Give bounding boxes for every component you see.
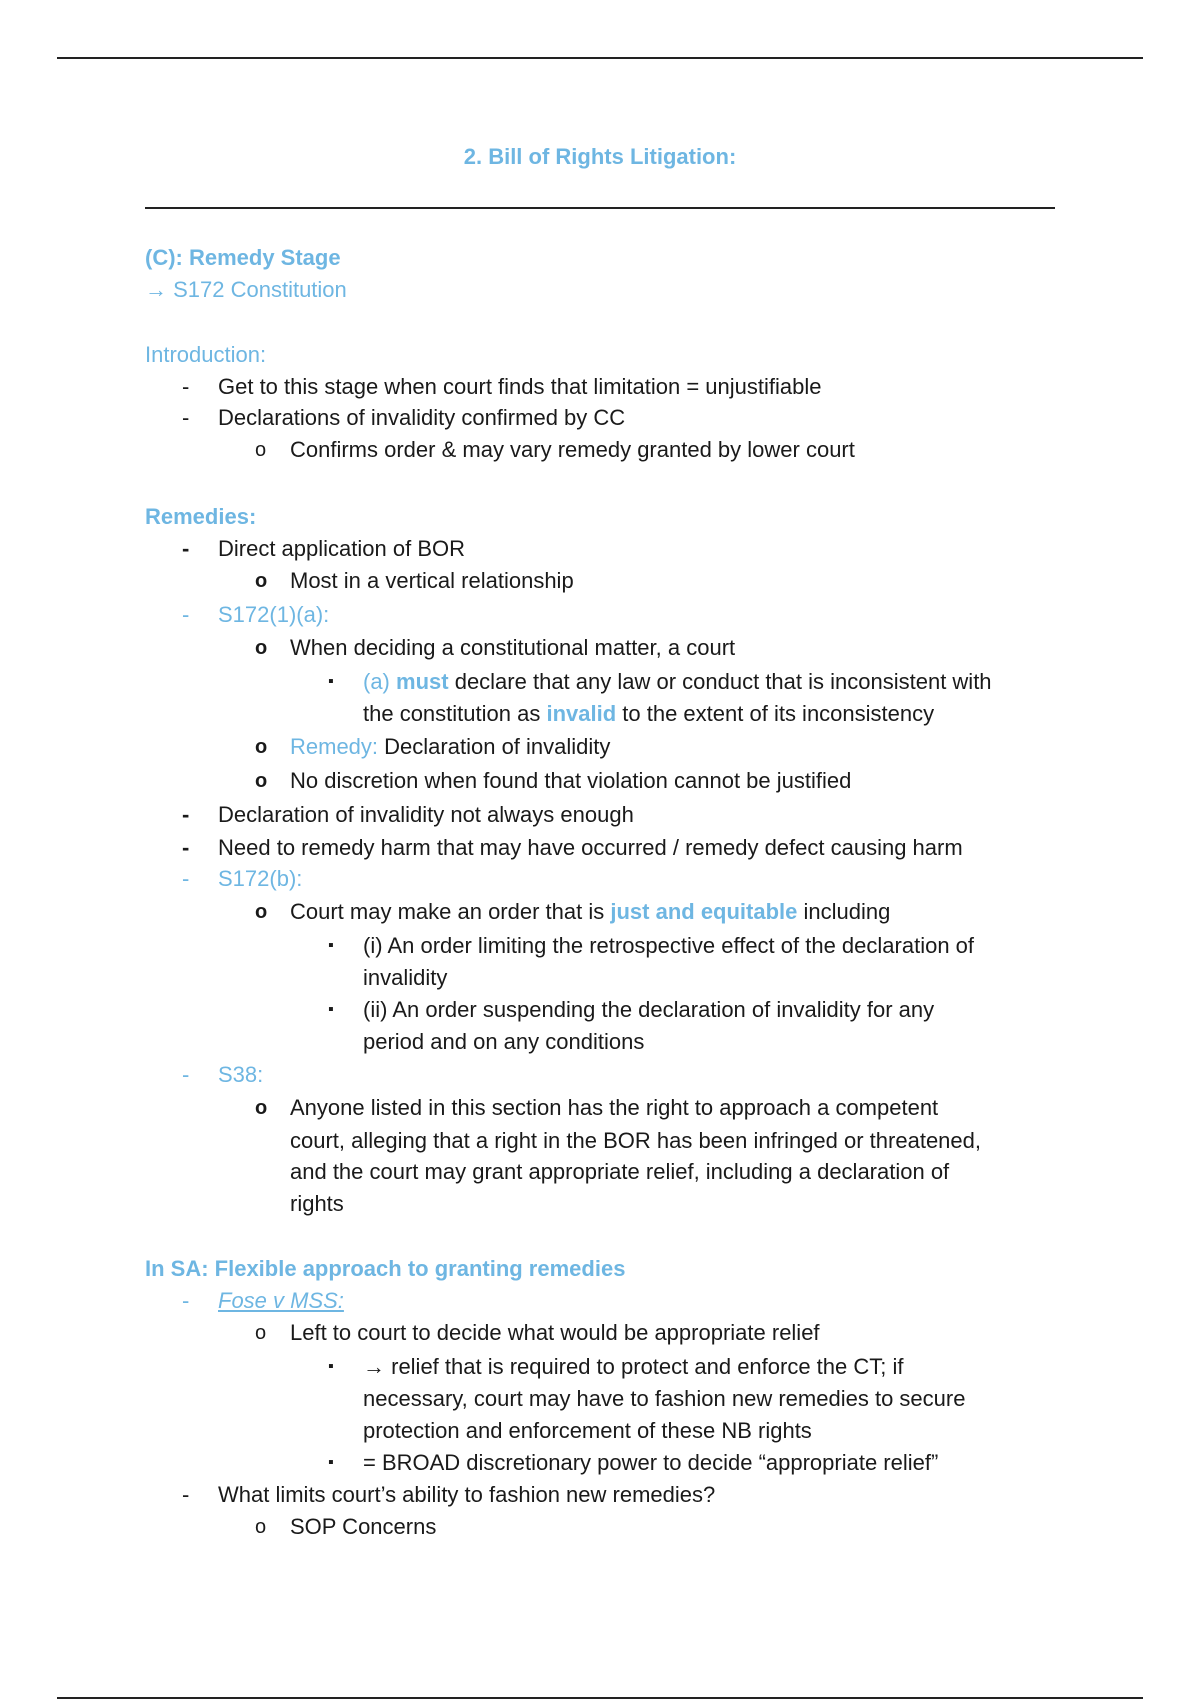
bullet-circle: o bbox=[255, 570, 268, 592]
page-title: 2. Bill of Rights Litigation: bbox=[463, 144, 737, 169]
list-item-continuation: protection and enforcement of these NB rights bbox=[363, 1418, 812, 1443]
bullet-dash: - bbox=[182, 536, 190, 561]
list-item: Confirms order & may vary remedy granted by lower court bbox=[290, 437, 855, 462]
emphasis-text: just and equitable bbox=[610, 899, 798, 924]
section-heading: (C): Remedy Stage bbox=[145, 245, 341, 270]
section-label: S172(b): bbox=[218, 866, 303, 891]
bullet-square: ▪ bbox=[328, 1358, 334, 1375]
bullet-circle: o bbox=[255, 736, 268, 758]
case-name: Fose v MSS: bbox=[218, 1288, 344, 1313]
bullet-dash: - bbox=[182, 405, 190, 430]
list-item: (i) An order limiting the retrospective effect of the declaration of bbox=[363, 933, 975, 958]
section-label: S38: bbox=[218, 1062, 264, 1087]
bullet-dash: - bbox=[182, 1288, 190, 1313]
page-top-rule bbox=[57, 57, 1143, 59]
list-item-continuation: necessary, court may have to fashion new remedies to secure bbox=[363, 1386, 966, 1411]
section-reference: → S172 Constitution bbox=[145, 277, 347, 302]
list-item-continuation bbox=[363, 700, 934, 728]
list-item: → relief that is required to protect and enforce the CT; if bbox=[363, 1354, 904, 1379]
bullet-dash: - bbox=[182, 602, 190, 627]
bullet-circle: o bbox=[255, 1322, 267, 1344]
list-item-continuation: rights bbox=[290, 1191, 344, 1216]
list-item: Declaration of invalidity not always enough bbox=[218, 802, 634, 827]
list-item: Need to remedy harm that may have occurred / remedy defect causing harm bbox=[218, 835, 963, 860]
clause-text: declare that any law or conduct that is inconsistent with bbox=[454, 669, 992, 694]
bullet-square: ▪ bbox=[328, 673, 334, 690]
bullet-circle: o bbox=[255, 1516, 267, 1538]
flexible-approach-heading: In SA: Flexible approach to granting remedies bbox=[145, 1256, 626, 1281]
bullet-dash: - bbox=[182, 1062, 190, 1087]
bullet-circle: o bbox=[255, 1097, 268, 1119]
list-item-continuation: invalidity bbox=[363, 965, 448, 990]
title-divider bbox=[145, 207, 1055, 209]
list-item bbox=[290, 898, 890, 926]
bullet-dash: - bbox=[182, 374, 190, 399]
list-item-continuation: court, alleging that a right in the BOR has been infringed or threatened, bbox=[290, 1128, 981, 1153]
list-item-continuation: and the court may grant appropriate relief, including a declaration of bbox=[290, 1159, 950, 1184]
list-item: What limits court’s ability to fashion new remedies? bbox=[218, 1482, 716, 1507]
bullet-circle: o bbox=[255, 901, 268, 923]
list-item: Direct application of BOR bbox=[218, 536, 465, 561]
remedies-heading: Remedies: bbox=[145, 504, 257, 529]
list-item: Anyone listed in this section has the right to approach a competent bbox=[290, 1095, 939, 1120]
page-bottom-rule bbox=[57, 1697, 1143, 1699]
bullet-square: ▪ bbox=[328, 1001, 334, 1018]
bullet-dash: - bbox=[182, 1482, 190, 1507]
list-item-continuation: period and on any conditions bbox=[363, 1029, 645, 1054]
list-item: Get to this stage when court finds that limitation = unjustifiable bbox=[218, 374, 822, 399]
list-item: Left to court to decide what would be appropriate relief bbox=[290, 1320, 820, 1345]
list-item: (ii) An order suspending the declaration of invalidity for any bbox=[363, 997, 935, 1022]
bullet-square: ▪ bbox=[328, 937, 334, 954]
bullet-circle: o bbox=[255, 439, 267, 461]
list-item: When deciding a constitutional matter, a court bbox=[290, 635, 736, 660]
list-item bbox=[290, 733, 610, 761]
bullet-dash: - bbox=[182, 802, 190, 827]
bullet-dash: - bbox=[182, 835, 190, 860]
list-item: = BROAD discretionary power to decide “appropriate relief” bbox=[363, 1450, 939, 1475]
list-item: No discretion when found that violation cannot be justified bbox=[290, 768, 852, 793]
remedy-label: Remedy: bbox=[290, 734, 379, 759]
bullet-square: ▪ bbox=[328, 1454, 334, 1471]
remedy-text: Declaration of invalidity bbox=[384, 734, 611, 759]
bullet-circle: o bbox=[255, 770, 268, 792]
emphasis-text: invalid bbox=[546, 701, 617, 726]
list-item bbox=[363, 668, 992, 696]
clause-text: the constitution as bbox=[363, 701, 541, 726]
intro-heading: Introduction: bbox=[145, 342, 267, 367]
clause-label: (a) bbox=[363, 669, 390, 694]
clause-text: to the extent of its inconsistency bbox=[622, 701, 935, 726]
clause-text: including bbox=[803, 899, 891, 924]
list-item: Declarations of invalidity confirmed by CC bbox=[218, 405, 626, 430]
bullet-circle: o bbox=[255, 637, 268, 659]
list-item: SOP Concerns bbox=[290, 1514, 437, 1539]
section-label: S172(1)(a): bbox=[218, 602, 330, 627]
bullet-dash: - bbox=[182, 866, 190, 891]
list-item: Most in a vertical relationship bbox=[290, 568, 574, 593]
emphasis-text: must bbox=[396, 669, 449, 694]
clause-text: Court may make an order that is bbox=[290, 899, 605, 924]
